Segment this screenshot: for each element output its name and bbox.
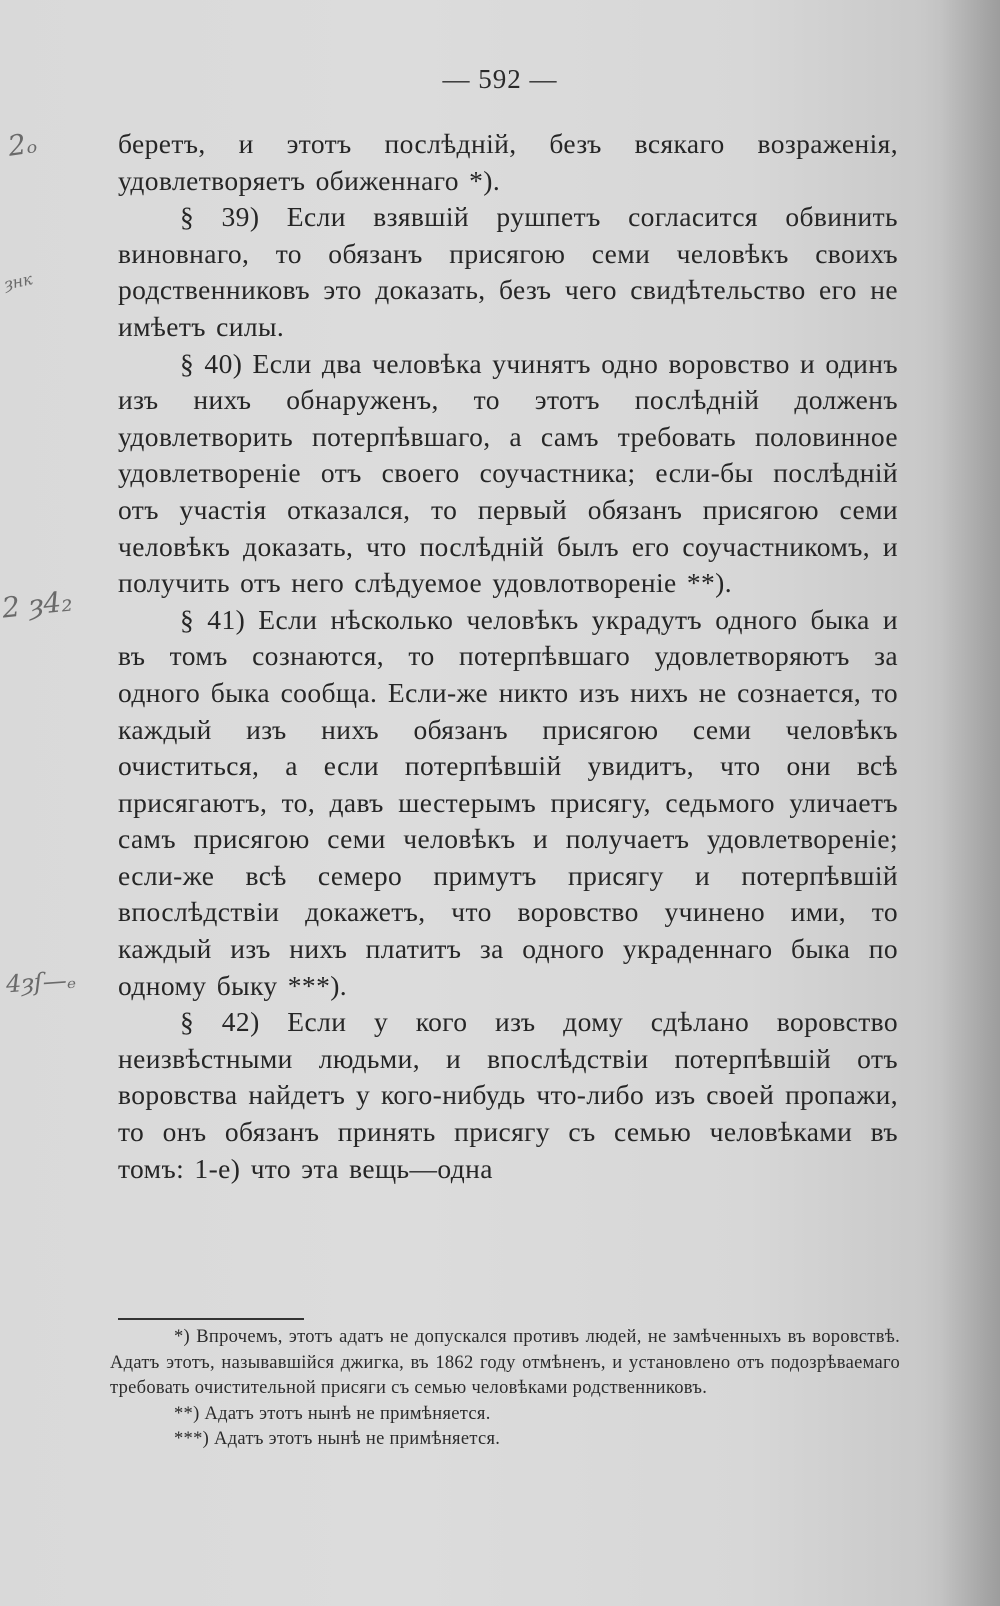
paragraph-section-40: § 40) Если два человѣка учинятъ одно воровство и одинъ изъ нихъ обнаруженъ, то этотъ послѣднiй долженъ удовлетворить потерпѣвшаго, а самъ требовать половинное удовлетворенiе отъ своего соучастника; если-бы послѣднiй отъ участiя отказался, то первый обязанъ присягою семи человѣкъ доказать, что послѣднiй былъ его соучастникомъ, и получить отъ него слѣдуемое удовлотворенiе **). (118, 347, 898, 599)
page-edge-shadow (940, 0, 1000, 1606)
margin-handwritten-note: 2 ȝ4₂ (0, 584, 74, 625)
footnote-1: *) Впрочемъ, этотъ адатъ не допускался противъ людей, не замѣченныхъ въ воровствѣ. Адатъ этотъ, называвшiйся джигка, въ 1862 году отмѣненъ, и установлено отъ подозрѣваемаго требовать очистительной присяги съ семью человѣками родственниковъ. (110, 1327, 900, 1399)
footnote-divider (118, 1318, 304, 1320)
paragraph-section-41: § 41) Если нѣсколько человѣкъ украдутъ одного быка и въ томъ сознаются, то потерпѣвшаго удовлетворяютъ за одного быка сообща. Если-же никто изъ нихъ не сознается, то каждый изъ нихъ обязанъ присягою семи человѣкъ очиститься, а если потерпѣвшiй увидитъ, что они всѣ присягаютъ, то, давъ шестерымъ присягу, седьмого уличаетъ самъ присягою семи человѣкъ и получаетъ удовлетворенiе; если-же всѣ семеро примутъ присягу и потерпѣвшiй впослѣдствiи докажетъ, что воровство учинено ими, то каждый изъ нихъ платитъ за одного украденнаго быка по одному быку ***). (118, 603, 898, 1001)
footnotes (110, 1325, 900, 1453)
footnote-3: ***) Адатъ этотъ нынѣ не примѣняется. (174, 1429, 501, 1450)
paragraph-section-42: § 42) Если у кого изъ дому сдѣлано воровство неизвѣстными людьми, и впослѣдствiи потерпѣвшiй отъ воровства найдетъ у кого-нибудь что-либо изъ своей пропажи, то онъ обязанъ принять присягу съ семью человѣками въ томъ: 1-е) что эта вещь—одна (118, 1006, 898, 1184)
page-number: — 592 — (442, 64, 558, 94)
margin-handwritten-note: 2ₒ (5, 126, 39, 163)
paragraph-continuation: беретъ, и этотъ послѣднiй, безъ всякаго возраженiя, удовлетворяетъ обиженнаго *). (118, 128, 898, 196)
main-text (118, 126, 898, 1187)
paragraph-section-39: § 39) Если взявшiй рушпетъ согласится обвинить виновнаго, то обязанъ присягою семи человѣкъ своихъ родственниковъ это доказать, безъ чего свидѣтельство его не имѣетъ силы. (118, 201, 898, 342)
margin-handwritten-note: ȝнк (2, 269, 35, 294)
margin-handwritten-note: 4ȝſ—ₑ (5, 965, 77, 999)
footnote-2: **) Адатъ этотъ нынѣ не примѣняется. (174, 1403, 491, 1424)
